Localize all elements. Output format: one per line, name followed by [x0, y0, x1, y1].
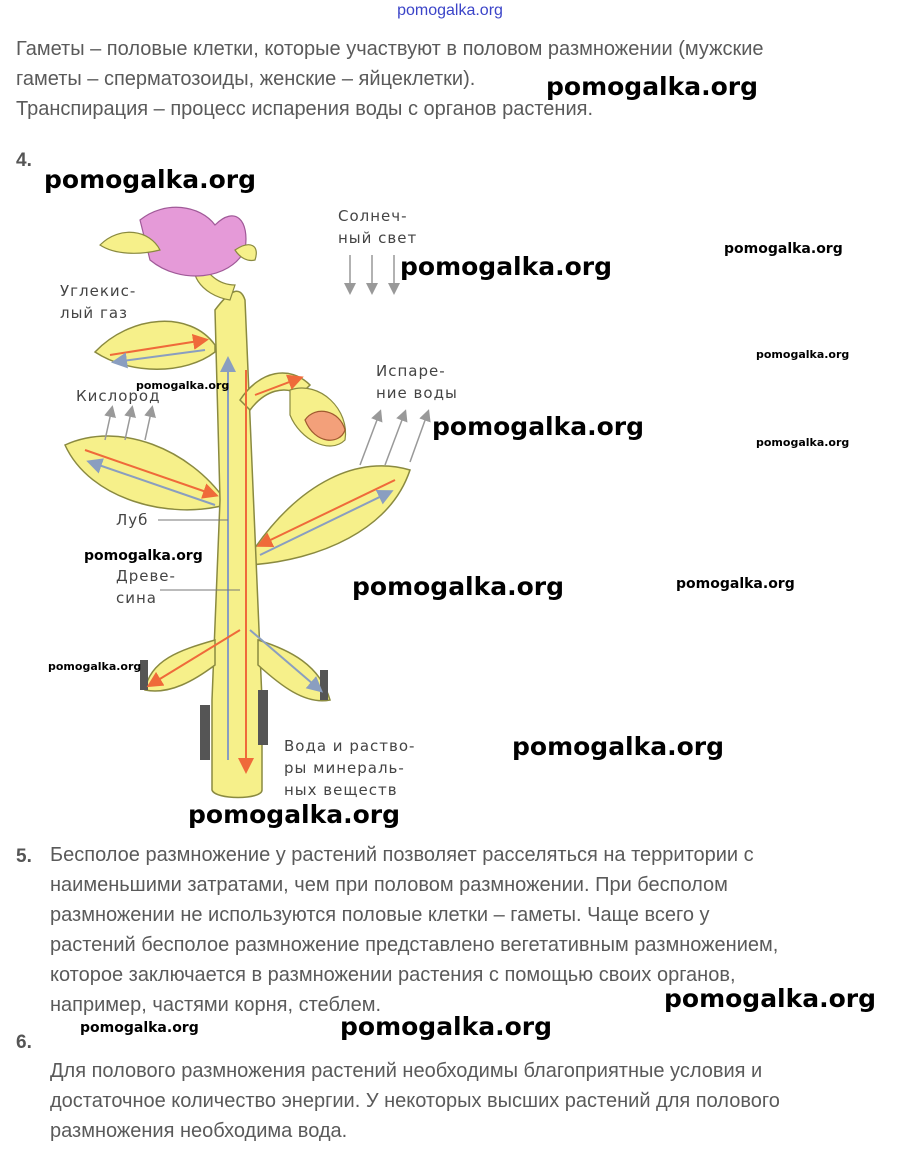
- watermark: pomogalka.org: [188, 800, 401, 829]
- section5-line: размножении не используются половые клетки – гаметы. Чаще всего у: [50, 904, 710, 926]
- section3-line2: гаметы – сперматозоиды, женские – яйцеклетки).: [16, 68, 476, 90]
- watermark: pomogalka.org: [664, 984, 877, 1013]
- watermark: pomogalka.org: [512, 732, 725, 761]
- leaf-middle-left: [65, 436, 225, 510]
- label-sunlight: [338, 205, 417, 249]
- section3-line3: Транспирация – процесс испарения воды с органов растения.: [16, 98, 594, 120]
- stem: [212, 291, 262, 797]
- watermark: pomogalka.org: [80, 1020, 199, 1036]
- watermark: pomogalka.org: [352, 572, 565, 601]
- watermark: pomogalka.org: [724, 241, 843, 257]
- watermark: pomogalka.org: [44, 165, 257, 194]
- label-co2: [60, 280, 136, 324]
- bud: [290, 388, 346, 446]
- watermark: pomogalka.org: [48, 660, 142, 673]
- oxygen-arrows: [105, 408, 152, 440]
- watermark: pomogalka.org: [432, 412, 645, 441]
- label-xylem-line1: Древе-: [116, 567, 176, 585]
- label-xylem: [116, 565, 176, 609]
- evaporation-arrows: [360, 412, 428, 465]
- label-water-line2: ры минераль-: [284, 759, 405, 777]
- section6-line: размножения необходима вода.: [50, 1120, 348, 1142]
- label-sunlight-line2: ный свет: [338, 229, 418, 247]
- label-xylem-line2: сина: [116, 589, 157, 607]
- section5-line: которое заключается в размножении растения с помощью своих органов,: [50, 964, 736, 986]
- section5-line: например, частями корня, стеблем.: [50, 994, 382, 1016]
- section6-line: Для полового размножения растений необходимы благоприятные условия и: [50, 1060, 763, 1082]
- section6-line: достаточное количество энергии. У некоторых высших растений для полового: [50, 1090, 780, 1112]
- site-watermark-top[interactable]: pomogalka.org: [397, 2, 503, 19]
- watermark: pomogalka.org: [546, 72, 759, 101]
- section6-number: 6.: [16, 1032, 32, 1053]
- sunlight-arrows: [350, 255, 394, 292]
- section5-line: растений бесполое размножение представлено вегетативным размножением,: [50, 934, 779, 956]
- section5-number: 5.: [16, 846, 32, 867]
- label-sunlight-line1: Солнеч-: [338, 207, 408, 225]
- leaf-upper-left: [95, 321, 215, 369]
- label-water-minerals: [284, 735, 415, 801]
- label-water-line1: Вода и раство-: [284, 737, 416, 755]
- section5-line: наименьшими затратами, чем при половом размножении. При бесполом: [50, 874, 728, 896]
- label-evaporation-line1: Испаре-: [376, 362, 446, 380]
- watermark: pomogalka.org: [400, 252, 613, 281]
- label-phloem: Луб: [116, 511, 149, 529]
- section3-text: [16, 34, 896, 124]
- label-evaporation: [376, 360, 458, 404]
- section5-line: Бесполое размножение у растений позволяет расселяться на территории с: [50, 844, 754, 866]
- label-evaporation-line2: ние воды: [376, 384, 458, 402]
- section4-number: 4.: [16, 150, 32, 171]
- leaf-right: [250, 466, 410, 565]
- watermark: pomogalka.org: [340, 1012, 553, 1041]
- label-co2-line2: лый газ: [60, 304, 128, 322]
- label-oxygen: Кислород: [76, 387, 161, 405]
- watermark: pomogalka.org: [756, 348, 850, 361]
- label-water-line3: ных веществ: [284, 781, 398, 799]
- section3-line1: Гаметы – половые клетки, которые участвуют в половом размножении (мужские: [16, 38, 764, 60]
- watermark: pomogalka.org: [676, 576, 795, 592]
- watermark: pomogalka.org: [84, 548, 203, 564]
- label-co2-line1: Углекис-: [60, 282, 137, 300]
- section6-text: [50, 1056, 898, 1146]
- watermark: pomogalka.org: [136, 379, 230, 392]
- watermark: pomogalka.org: [756, 436, 850, 449]
